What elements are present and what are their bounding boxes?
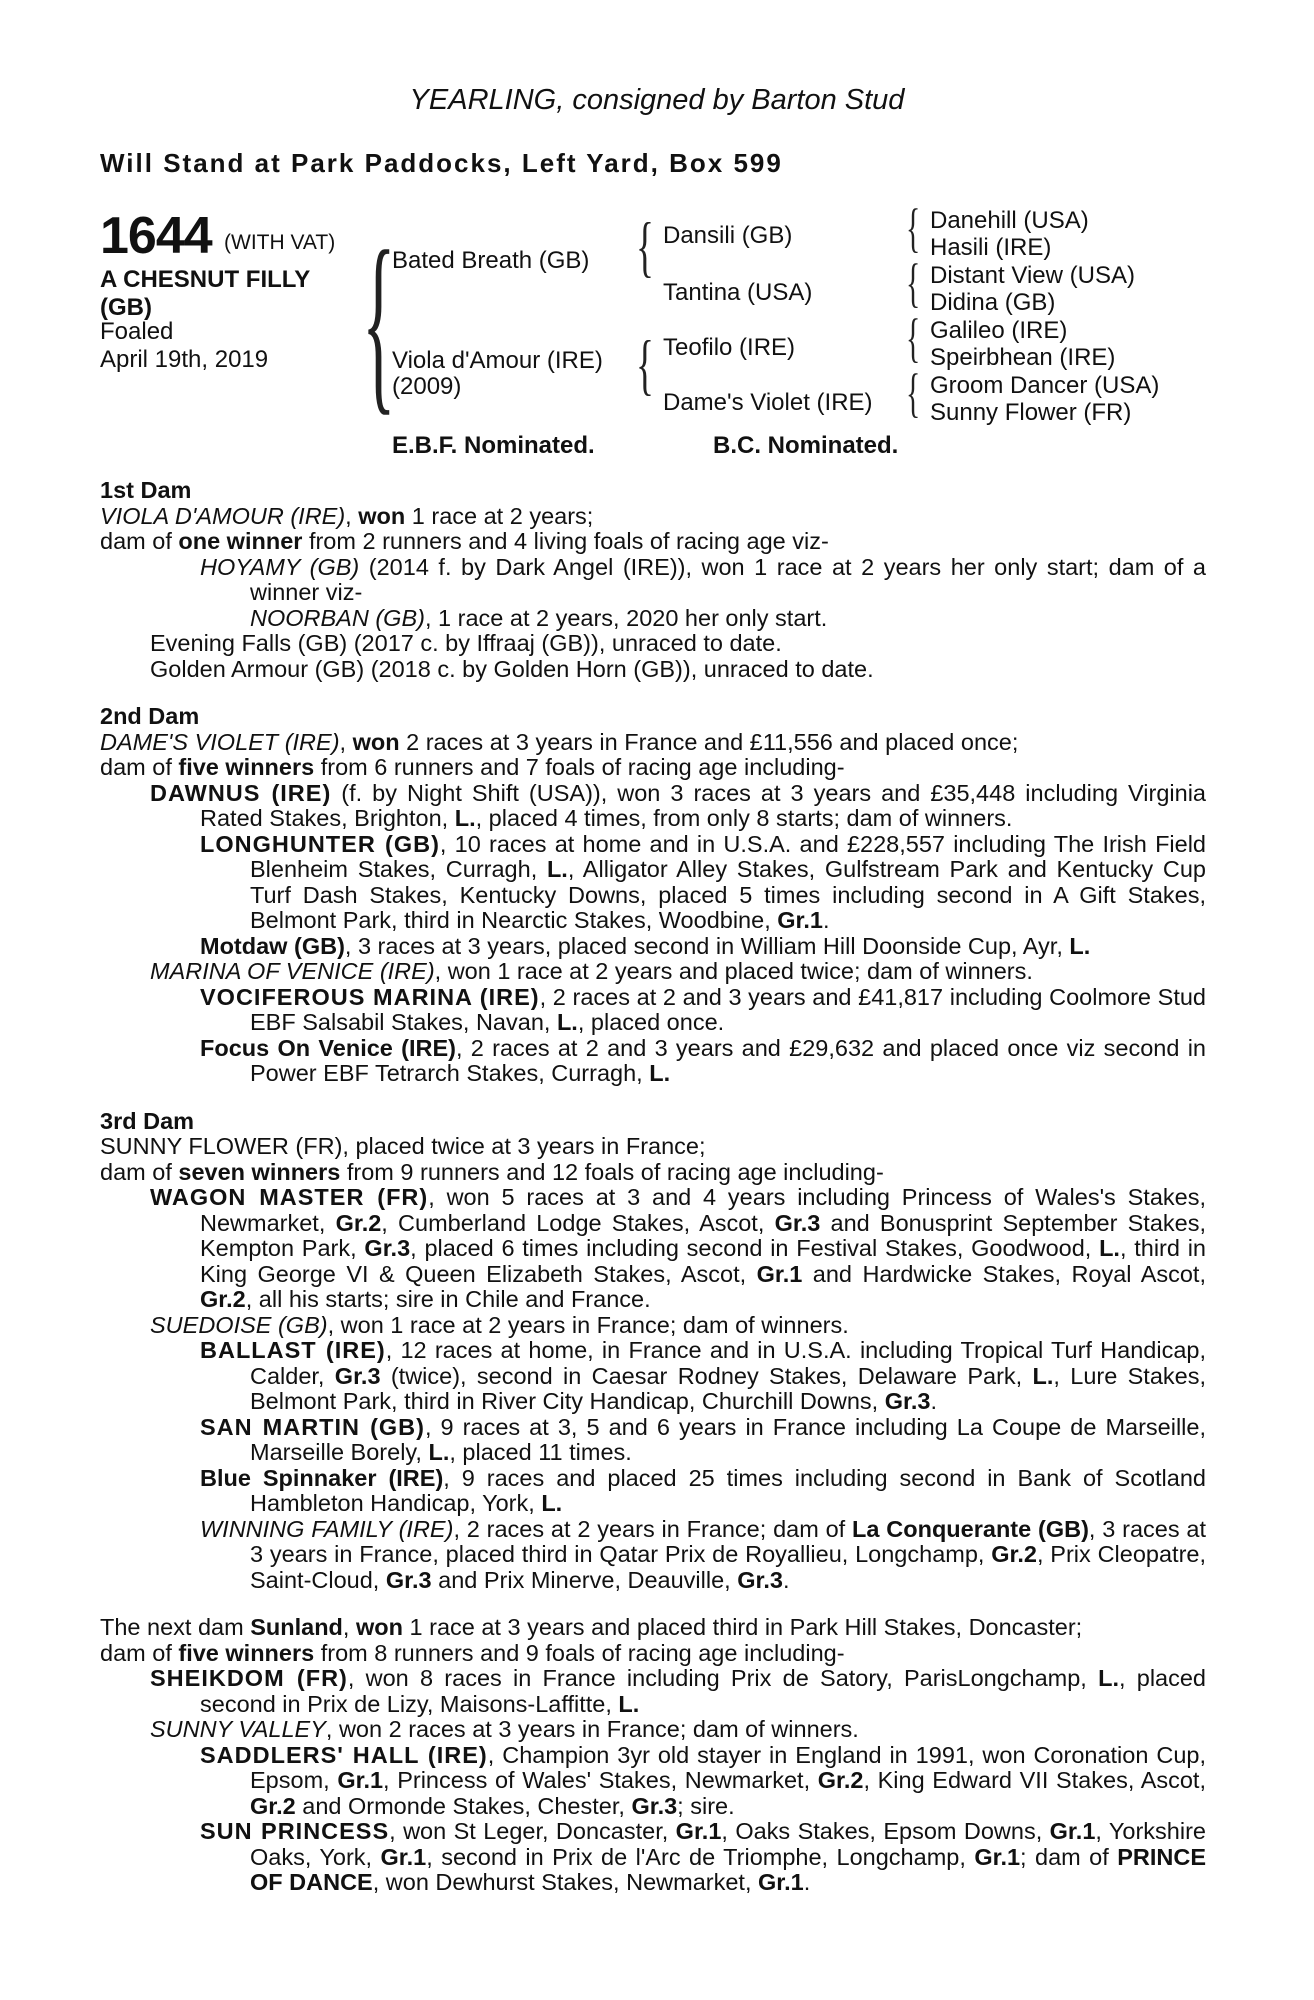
third-dam-produce-line: dam of seven winners from 9 runners and 12 foals of racing age including- [100,1158,884,1185]
lot-name-line1: A CHESNUT FILLY [100,266,311,293]
vat-note: (WITH VAT) [224,231,336,254]
produce-longhunter: LONGHUNTER (GB), 10 races at home and in U.S.A. and £228,557 including The Irish Field Blenheim Stakes, Curragh, L., Alligator Alley Stakes, Gulfstream Park and Kentucky Cup Turf Dash Stakes, Kentucky Downs, placed 5 times including second in A Gift Stakes, Belmont Park, third in Nearctic Stakes, Woodbine, Gr.1. [200,830,1207,933]
lot-name-line2: (GB) [100,294,152,321]
ggp-6: Speirbhean (IRE) [930,344,1116,371]
second-dam-produce-line: dam of five winners from 6 runners and 7 foals of racing age including- [100,754,845,780]
consignment-line: YEARLING, consigned by Barton Stud [409,84,905,116]
next-dam-line: The next dam Sunland, won 1 race at 3 years and placed third in Park Hill Stakes, Doncaster; [100,1614,1083,1640]
pedigree-brace: { [362,211,396,432]
ggp-1: Danehill (USA) [930,207,1089,234]
ggp-7: Groom Dancer (USA) [930,372,1160,399]
produce-hoyamy: HOYAMY (GB) (2014 f. by Dark Angel (IRE)), won 1 race at 2 years her only start; dam of a winner viz- [200,553,1207,605]
foaled-date: April 19th, 2019 [100,346,269,373]
ggp-brace-4: { [906,363,921,423]
produce-marina-of-venice: MARINA OF VENICE (IRE), won 1 race at 2 years and placed twice; dam of winners. [150,958,1033,984]
lot-number: 1644 [100,207,212,265]
second-dam-heading: 2nd Dam [100,703,200,729]
lot-description [100,266,310,322]
produce-blue-spinnaker: Blue Spinnaker (IRE), 9 races and placed 25 times including second in Bank of Scotland Hambleton Handicap, York, L. [200,1464,1206,1516]
ggp-5: Galileo (IRE) [930,317,1068,344]
dam: Viola d'Amour (IRE) [392,347,603,374]
ggp-brace-1: { [906,198,921,258]
produce-sunny-valley: SUNNY VALLEY, won 2 races at 3 years in France; dam of winners. [150,1716,859,1742]
produce-vociferous-marina: VOCIFEROUS MARINA (IRE), 2 races at 2 and 3 years and £41,817 including Coolmore Stud EBF Salsabil Stakes, Navan, L., placed once. [200,983,1206,1035]
ggp-8: Sunny Flower (FR) [930,399,1132,426]
sire-sire: Dansili (GB) [663,222,793,249]
produce-wagon-master: WAGON MASTER (FR), won 5 races at 3 and 4 years including Princess of Wales's Stakes, Newmarket, Gr.2, Cumberland Lodge Stakes, Ascot, Gr.3 and Bonusprint September Stakes, Kempton Park, Gr.3, placed 6 times including second in Festival Stakes, Goodwood, L., third in King George VI & Queen Elizabeth Stakes, Ascot, Gr.1 and Hardwicke Stakes, Royal Ascot, Gr.2, all his starts; sire in Chile and France. [150,1184,1206,1312]
ggp-3: Distant View (USA) [930,262,1135,289]
sire-brace: { [636,208,654,284]
produce-sun-princess: SUN PRINCESS, won St Leger, Doncaster, Gr.1, Oaks Stakes, Epsom Downs, Gr.1, Yorkshire Oaks, York, Gr.1, second in Prix de l'Arc de Triomphe, Longchamp, Gr.1; dam of PRINCE OF DANCE, won Dewhurst Stakes, Newmarket, Gr.1. [200,1818,1206,1895]
produce-ballast: BALLAST (IRE), 12 races at home, in France and in U.S.A. including Tropical Turf Handicap, Calder, Gr.3 (twice), second in Caesar Rodney Stakes, Delaware Park, L., Lure Stakes, Belmont Park, third in River City Handicap, Churchill Downs, Gr.3. [200,1337,1206,1414]
ggp-brace-2: { [906,253,921,313]
second-dam-line: DAME'S VIOLET (IRE), won 2 races at 3 years in France and £11,556 and placed once; [100,728,1019,755]
sire: Bated Breath (GB) [392,247,590,274]
produce-motdaw: Motdaw (GB), 3 races at 3 years, placed second in William Hill Doonside Cup, Ayr, L. [200,932,1091,959]
produce-golden-armour: Golden Armour (GB) (2018 c. by Golden Horn (GB)), unraced to date. [150,655,874,682]
foaled-info [100,318,268,374]
produce-winning-family: WINNING FAMILY (IRE), 2 races at 2 years in France; dam of La Conquerante (GB), 3 races at 3 years in France, placed third in Qatar Prix de Royallieu, Longchamp, Gr.2, Prix Cleopatre, Saint-Cloud, Gr.3 and Prix Minerve, Deauville, Gr.3. [200,1515,1207,1593]
produce-noorban: NOORBAN (GB), 1 race at 2 years, 2020 her only start. [250,604,828,631]
foaled-label: Foaled [100,318,174,345]
produce-dawnus: DAWNUS (IRE) (f. by Night Shift (USA)), won 3 races at 3 years and £35,448 including Virginia Rated Stakes, Brighton, L., placed 4 times, from only 8 starts; dam of winners. [150,779,1206,831]
sire-dam: Tantina (USA) [663,279,813,306]
produce-evening-falls: Evening Falls (GB) (2017 c. by Iffraaj (GB)), unraced to date. [150,630,782,656]
third-dam-line: SUNNY FLOWER (FR), placed twice at 3 years in France; [100,1133,706,1159]
catalogue-body [100,478,1206,1896]
first-dam-produce-line: dam of one winner from 2 runners and 4 living foals of racing age viz- [100,528,829,554]
produce-san-martin: SAN MARTIN (GB), 9 races at 3, 5 and 6 years in France including La Coupe de Marseille, Marseille Borely, L., placed 11 times. [200,1413,1206,1465]
produce-suedoise: SUEDOISE (GB), won 1 race at 2 years in France; dam of winners. [150,1311,849,1338]
next-dam-produce-line: dam of five winners from 8 runners and 9 foals of racing age including- [100,1639,845,1666]
produce-saddlers-hall: SADDLERS' HALL (IRE), Champion 3yr old stayer in England in 1991, won Coronation Cup, Epsom, Gr.1, Princess of Wales' Stakes, Newmarket, Gr.2, King Edward VII Stakes, Ascot, Gr.2 and Ormonde Stakes, Chester, Gr.3; sire. [200,1741,1206,1819]
dam-sire: Teofilo (IRE) [663,334,796,361]
dam-brace: { [636,326,654,402]
first-dam-line: VIOLA D'AMOUR (IRE), won 1 race at 2 years; [100,502,594,529]
produce-sheikdom: SHEIKDOM (FR), won 8 races in France including Prix de Satory, ParisLongchamp, L., placed second in Prix de Lizy, Maisons-Laffitte, L. [150,1665,1207,1717]
produce-focus-on-venice: Focus On Venice (IRE), 2 races at 2 and 3 years and £29,632 and placed once viz second in Power EBF Tetrarch Stakes, Curragh, L. [200,1034,1206,1086]
ggp-4: Didina (GB) [930,289,1056,316]
stand-location: Will Stand at Park Paddocks, Left Yard, Box 599 [100,148,783,178]
third-dam-heading: 3rd Dam [100,1107,195,1134]
dam-year: (2009) [392,373,462,400]
ebf-nominated: E.B.F. Nominated. [392,432,595,459]
dam-dam: Dame's Violet (IRE) [663,389,873,416]
bc-nominated: B.C. Nominated. [713,432,899,459]
first-dam-heading: 1st Dam [100,477,192,503]
ggp-brace-3: { [906,308,921,368]
ggp-2: Hasili (IRE) [930,234,1052,261]
